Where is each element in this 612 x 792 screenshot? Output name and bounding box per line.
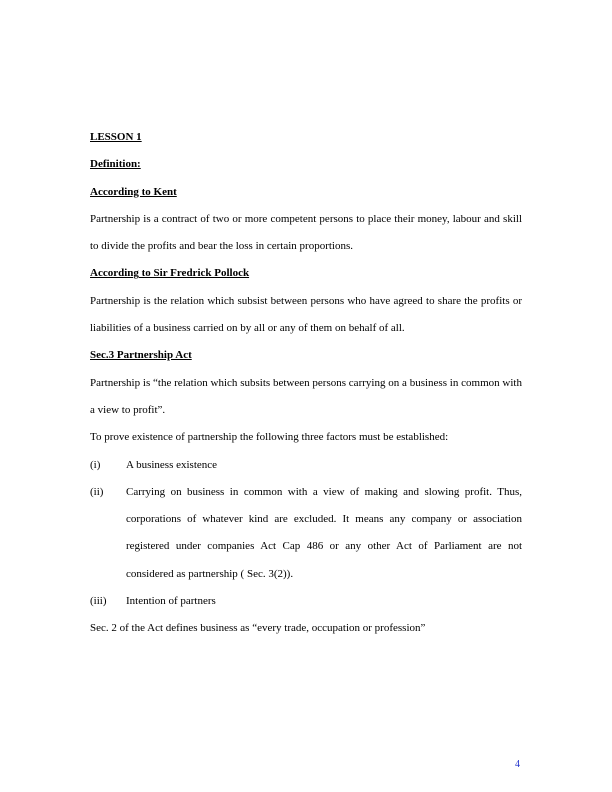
factor-number: (ii) [90,485,104,498]
factor-text: A business existence [126,458,218,471]
factor-item-1 [90,452,522,479]
factors-intro: To prove existence of partnership the following three factors must be established: [90,431,449,444]
document-body [90,124,522,643]
sec2-definition: Sec. 2 of the Act defines business as “every trade, occupation or profession” [90,622,426,635]
definition-heading: Definition: [90,158,141,171]
sec3-heading: Sec.3 Partnership Act [90,349,192,362]
kent-definition: Partnership is a contract of two or more competent persons to place their money, labour and skill to divide the profits and bear the loss in certain proportions. [90,212,522,253]
factor-item-3 [90,588,522,615]
factor-text: Carrying on business in common with a view of making and slowing profit. Thus, corporations of whatever kind are excluded. It means any company or association registered under companies Act Cap 486 or any other Act of Parliament are not considered as partnership ( Sec. 3(2)). [126,485,522,580]
sec3-definition: Partnership is “the relation which subsits between persons carrying on a business in common with a view to profit”. [90,376,522,416]
page-number: 4 [515,759,520,770]
lesson-title: LESSON 1 [90,131,142,143]
factor-number: (i) [90,458,101,471]
factor-item-2 [90,479,522,588]
pollock-heading: According to Sir Fredrick Pollock [90,267,250,280]
pollock-definition: Partnership is the relation which subsist between persons who have agreed to share the profits or liabilities of a business carried on by all or any of them on behalf of all. [90,294,522,335]
kent-heading: According to Kent [90,185,177,198]
factor-text: Intention of partners [126,595,216,608]
factor-number: (iii) [90,595,107,608]
